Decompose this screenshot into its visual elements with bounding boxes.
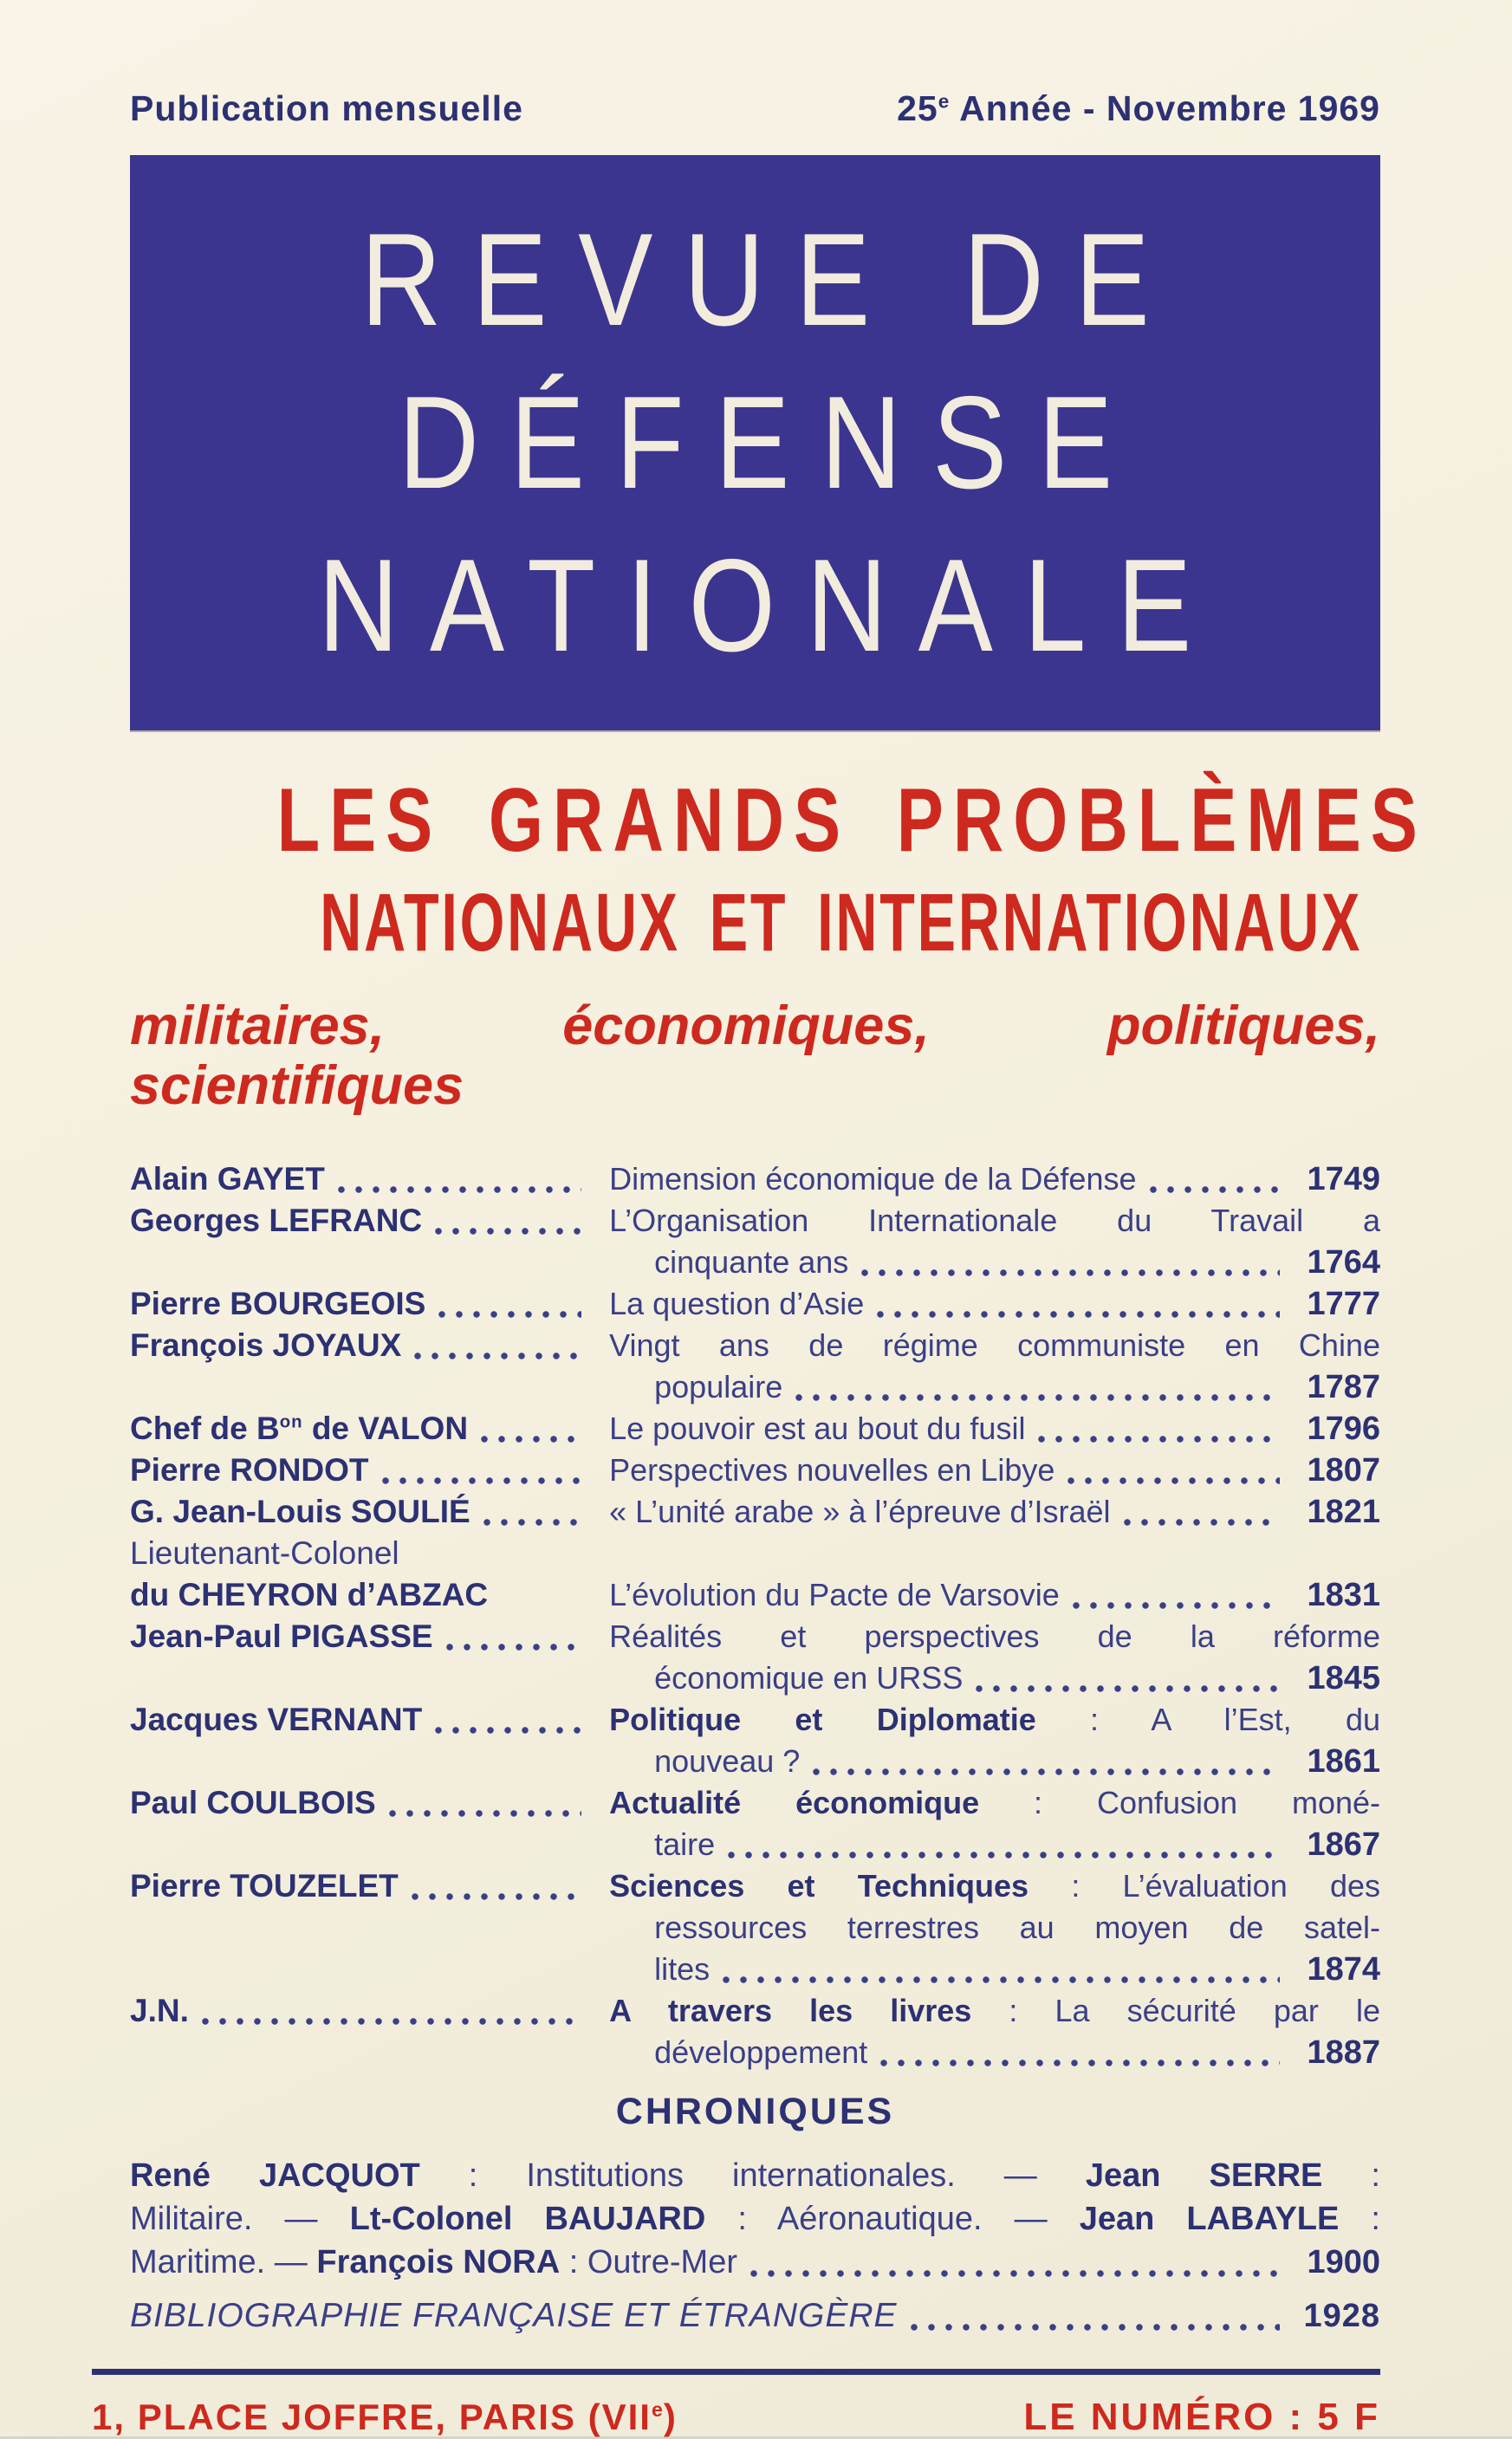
text-segment: Vingt ans de régime communiste en Chine — [609, 1327, 1380, 1363]
dot-leader — [1067, 1476, 1280, 1485]
toc-entry — [130, 1283, 1380, 1325]
issue-header — [130, 88, 1380, 129]
toc-title-line — [609, 1200, 1380, 1242]
toc-author — [130, 1408, 599, 1450]
toc-title-line — [609, 1741, 1380, 1782]
toc-title-line — [609, 1408, 1380, 1450]
text-segment: lites — [654, 1950, 711, 1987]
toc-title-line — [609, 1865, 1380, 1907]
page-number: 1749 — [1307, 1160, 1380, 1197]
text-segment: ressources terrestres au moyen de satel- — [654, 1909, 1380, 1945]
page-number: 1861 — [1307, 1742, 1380, 1780]
page-number: 1900 — [1307, 2243, 1380, 2280]
text-segment: : Institutions internationales. — — [419, 2157, 1086, 2194]
toc-author-name: Chef de $B^{on}$ de VALON — [130, 1410, 469, 1446]
toc-author-name: Jean-Paul PIGASSE — [130, 1618, 433, 1654]
text-segment: Réalités et perspectives de la réforme — [609, 1618, 1380, 1654]
toc-entry — [130, 1616, 1380, 1699]
toc-title-line — [609, 1907, 1380, 1949]
chroniques-section — [130, 2091, 1380, 2338]
rubric-emphasis: A travers les livres — [609, 1992, 972, 2028]
page-number: 1887 — [1307, 2034, 1380, 2071]
text-segment: L’Organisation Internationale du Travail a — [609, 1202, 1380, 1238]
page-number: 1764 — [1307, 1243, 1380, 1281]
toc-title-line — [609, 1949, 1380, 1990]
text-segment: développement — [654, 2034, 868, 2070]
dot-leader — [1149, 1185, 1281, 1194]
toc-title-line — [609, 1699, 1380, 1741]
toc-title — [599, 1616, 1380, 1699]
toc-entry — [130, 1491, 1380, 1533]
toc-title — [599, 1865, 1380, 1990]
toc-author-name: François JOYAUX — [130, 1327, 402, 1363]
toc-author-name: Pierre BOURGEOIS — [130, 1285, 426, 1321]
toc-author — [130, 1699, 599, 1741]
text-segment: populaire — [654, 1368, 783, 1404]
toc-author-name: Pierre RONDOT — [130, 1451, 369, 1488]
dot-leader — [413, 1352, 581, 1360]
rubric-emphasis: Jean LABAYLE — [1079, 2200, 1340, 2237]
chroniques-line — [130, 2241, 1380, 2284]
toc-author-name: Georges LEFRANC — [130, 1202, 423, 1238]
tagline-line-2: NATIONAUX ET INTERNATIONAUX — [320, 877, 1363, 970]
toc-title — [599, 1200, 1380, 1283]
rubric-emphasis: Lt-Colonel BAUJARD — [349, 2200, 706, 2237]
page-number: 1928 — [1303, 2297, 1380, 2334]
dot-leader — [722, 1975, 1280, 1984]
toc-entry — [130, 1865, 1380, 1990]
toc-author — [130, 1616, 599, 1657]
footer-text-row — [92, 2395, 1380, 2439]
dot-leader — [1037, 1435, 1280, 1443]
text-segment: : La sécurité par le — [971, 1992, 1380, 2028]
toc-title — [599, 1699, 1380, 1782]
toc-author — [130, 1158, 599, 1200]
toc-title-line — [609, 1325, 1380, 1366]
chroniques-heading: CHRONIQUES — [615, 2090, 895, 2132]
text-segment: : A l’Est, du — [1035, 1701, 1380, 1737]
toc-author — [130, 1450, 599, 1491]
toc-title — [599, 1574, 1380, 1616]
dot-leader — [337, 1185, 581, 1194]
text-segment: : — [1322, 2157, 1380, 2194]
magazine-title-line-1: REVUE DE — [360, 206, 1181, 354]
rubric-emphasis: Politique et Diplomatie — [609, 1701, 1036, 1737]
text-segment: Perspectives nouvelles en Libye — [609, 1451, 1055, 1488]
dot-leader — [860, 1268, 1280, 1277]
toc-entry — [130, 1158, 1380, 1200]
toc-title-line — [609, 1242, 1380, 1283]
toc-title — [599, 1283, 1380, 1325]
text-segment: taire — [654, 1826, 716, 1862]
toc-author-name: Alain GAYET — [130, 1160, 325, 1197]
rubric-emphasis: François NORA — [316, 2243, 561, 2280]
text-segment: : Outre-Mer — [560, 2243, 737, 2280]
toc-entry — [130, 1990, 1380, 2073]
page-number: 1777 — [1307, 1285, 1380, 1322]
toc-author — [130, 1283, 599, 1325]
toc-author-name: Jacques VERNANT — [130, 1701, 423, 1737]
dot-leader — [480, 1435, 581, 1443]
toc-author-name: G. Jean-Louis SOULIÉ — [130, 1493, 470, 1529]
text-segment: cinquante ans — [654, 1243, 849, 1280]
toc-author-name: J.N. — [130, 1992, 189, 2028]
text-segment: Dimension économique de la Défense — [609, 1160, 1137, 1197]
page-number: 1787 — [1307, 1368, 1380, 1405]
text-segment: nouveau ? — [654, 1742, 801, 1779]
toc-title-line — [609, 1657, 1380, 1699]
toc-title — [599, 1408, 1380, 1450]
text-segment: : Confusion moné- — [979, 1784, 1381, 1820]
dot-leader — [1123, 1518, 1280, 1527]
toc-title — [599, 1450, 1380, 1491]
toc-entry — [130, 1200, 1380, 1283]
toc-author — [130, 1990, 599, 2032]
text-segment: BIBLIOGRAPHIE FRANÇAISE ET ÉTRANGÈRE — [130, 2296, 898, 2334]
text-segment: « L’unité arabe » à l’épreuve d’Israël — [609, 1493, 1111, 1529]
rubric-emphasis: Actualité économique — [609, 1784, 980, 1820]
toc-entry — [130, 1408, 1380, 1450]
dot-leader — [483, 1518, 581, 1527]
dot-leader — [727, 1851, 1280, 1859]
toc-title-line — [609, 1782, 1380, 1824]
dot-leader — [879, 2059, 1280, 2067]
page-number: 1796 — [1307, 1410, 1380, 1447]
text-segment: L’évolution du Pacte de Varsovie — [609, 1576, 1060, 1612]
text-segment: : — [1339, 2200, 1380, 2237]
toc-entry — [130, 1450, 1380, 1491]
dot-leader — [1072, 1601, 1280, 1610]
toc-entry — [130, 1533, 1380, 1616]
tagline-line-3: militaires, économiques, politiques, scientifiques — [130, 995, 1380, 1117]
chroniques-line — [130, 2197, 1380, 2241]
chroniques-line — [130, 2154, 1380, 2197]
dot-leader — [201, 2017, 581, 2026]
toc-title-line — [609, 2032, 1380, 2073]
rubric-emphasis: Sciences et Techniques — [609, 1867, 1029, 1904]
toc-author — [130, 1533, 599, 1616]
tagline-line-1: LES GRANDS PROBLÈMES — [276, 770, 1427, 871]
rubric-emphasis: Jean SERRE — [1085, 2157, 1323, 2194]
bibliography-text-line — [130, 2294, 1380, 2338]
page-number: 1807 — [1307, 1451, 1380, 1489]
footer — [92, 2369, 1380, 2439]
bibliography-line — [130, 2294, 1380, 2338]
toc-title — [599, 1782, 1380, 1865]
text-segment: : Aéronautique. — — [705, 2200, 1080, 2237]
toc-title — [599, 1491, 1380, 1533]
toc-author-name: Paul COULBOIS — [130, 1784, 376, 1820]
text-segment: économique en URSS — [654, 1659, 964, 1696]
dot-leader — [434, 1227, 581, 1236]
dot-leader — [975, 1684, 1280, 1693]
tagline-block — [130, 770, 1427, 1117]
chroniques-paragraph — [130, 2154, 1380, 2284]
toc-author-name: Pierre TOUZELET — [130, 1867, 399, 1904]
toc-title-line — [609, 1366, 1380, 1408]
toc-title-line — [609, 1574, 1380, 1616]
dot-leader — [438, 1310, 581, 1319]
toc-title — [599, 1158, 1380, 1200]
dot-leader — [750, 2269, 1280, 2278]
magazine-title-line-2: DÉFENSE — [398, 369, 1144, 516]
page-number: 1867 — [1307, 1826, 1380, 1863]
magazine-title-block — [130, 155, 1380, 730]
dot-leader — [381, 1476, 582, 1485]
dot-leader — [812, 1768, 1280, 1776]
dot-leader — [795, 1393, 1280, 1402]
toc-title-line — [609, 1158, 1380, 1200]
toc-title-line — [609, 1824, 1380, 1865]
page-number: 1831 — [1307, 1576, 1380, 1613]
toc-title-line — [609, 1491, 1380, 1533]
text-segment: Le pouvoir est au bout du fusil — [609, 1410, 1026, 1446]
toc-title-line — [609, 1616, 1380, 1657]
toc-author — [130, 1491, 599, 1533]
page-number: 1821 — [1307, 1493, 1380, 1530]
publication-frequency: Publication mensuelle — [130, 88, 523, 128]
toc-author — [130, 1200, 599, 1242]
dot-leader — [876, 1310, 1280, 1319]
magazine-title-line-3: NATIONALE — [318, 532, 1223, 679]
page-number: 1845 — [1307, 1659, 1380, 1696]
page-number: 1874 — [1307, 1950, 1380, 1988]
dot-leader — [445, 1643, 582, 1651]
toc-author — [130, 1782, 599, 1824]
dot-leader — [388, 1809, 581, 1818]
issue-price: LE NUMÉRO : 5 F — [1023, 2395, 1380, 2438]
toc-entry — [130, 1782, 1380, 1865]
toc-list — [130, 1158, 1380, 2073]
toc-title-line — [609, 1990, 1380, 2032]
text-segment: La question d’Asie — [609, 1285, 865, 1321]
toc-title — [599, 1990, 1380, 2073]
footer-divider — [92, 2369, 1380, 2375]
text-segment: Maritime. — — [130, 2243, 317, 2280]
text-segment: : L’évaluation des — [1029, 1867, 1380, 1904]
issue-date: 25e Année - Novembre 1969 — [897, 88, 1380, 128]
rubric-emphasis: René JACQUOT — [130, 2157, 420, 2194]
publisher-address: 1, PLACE JOFFRE, PARIS (VIIe) — [92, 2396, 678, 2437]
toc-entry — [130, 1699, 1380, 1782]
toc-entry — [130, 1325, 1380, 1408]
toc-author-line: Lieutenant-Colonel — [130, 1534, 399, 1571]
toc-title-line — [609, 1283, 1380, 1325]
toc-author — [130, 1325, 599, 1366]
toc-author — [130, 1865, 599, 1907]
dot-leader — [910, 2323, 1280, 2332]
dot-leader — [411, 1892, 581, 1901]
toc-title — [599, 1325, 1380, 1408]
toc-author-line: du CHEYRON d’ABZAC — [130, 1576, 489, 1612]
dot-leader — [434, 1726, 581, 1735]
text-segment: Militaire. — — [130, 2200, 350, 2237]
toc-title-line — [609, 1450, 1380, 1491]
